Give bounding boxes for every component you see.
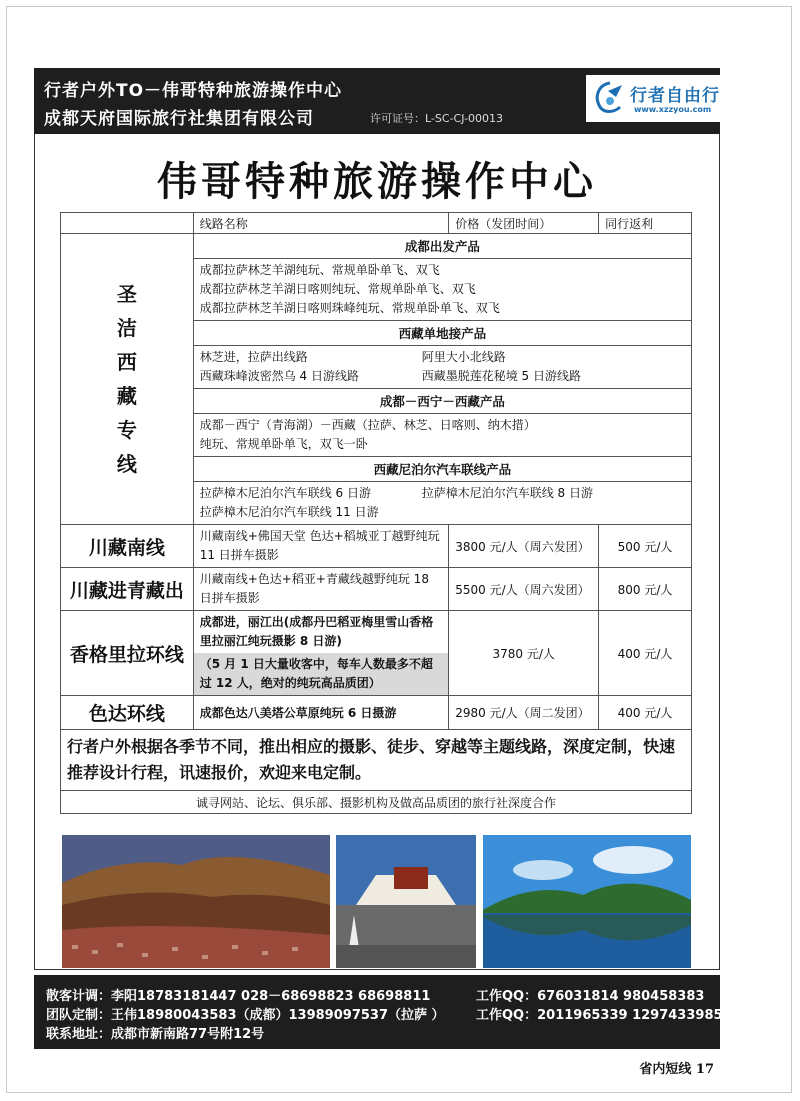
route-name: 川藏进青藏出 — [61, 568, 194, 611]
route-rebate: 800 元/人 — [599, 568, 692, 611]
partner-text: 诚寻网站、论坛、俱乐部、摄影机构及做高品质团的旅行社深度合作 — [61, 791, 692, 814]
route-name: 川藏南线 — [61, 525, 194, 568]
page-number: 省内短线 17 — [639, 1062, 714, 1077]
route-price: 2980 元/人（周二发团） — [449, 696, 599, 730]
section-lines — [193, 259, 691, 321]
logo-url: www.xzzyou.com — [634, 105, 712, 114]
route-note: （5 月 1 日大量收客中，每车人数最多不超过 12 人，绝对的纯玩高品质团） — [194, 653, 449, 695]
side-char: 藏 — [116, 384, 137, 408]
table-header-row — [61, 213, 692, 234]
route-line: 西藏墨脱莲花秘境 5 日游线路 — [421, 369, 581, 383]
header-company-name: 成都天府国际旅行社集团有限公司 — [44, 109, 314, 129]
header-rebate: 同行返利 — [599, 213, 692, 234]
side-char: 专 — [116, 418, 137, 442]
route-price: 3780 元/人 — [449, 611, 599, 696]
side-char: 圣 — [116, 282, 137, 306]
route-line: 成都－西宁（青海湖）－西藏（拉萨、林芝、日喀则、纳木措） — [199, 418, 536, 432]
header-route-name: 线路名称 — [193, 213, 449, 234]
route-line: 成都拉萨林芝羊湖日喀则纯玩、常规单卧单飞、双飞 — [199, 282, 476, 296]
route-line: 成都拉萨林芝羊湖日喀则珠峰纯玩、常规单卧单飞、双飞 — [199, 301, 500, 315]
page-title: 伟哥特种旅游操作中心 — [157, 158, 597, 205]
route-line: 拉萨樟木尼泊尔汽车联线 8 日游 — [421, 486, 593, 500]
contact-footer — [34, 975, 723, 1049]
route-line: 拉萨樟木尼泊尔汽车联线 6 日游 — [199, 486, 371, 500]
section-lines — [193, 482, 691, 525]
section-title: 成都－西宁－西藏产品 — [193, 389, 691, 414]
header-agency-title: 行者户外TO－伟哥特种旅游操作中心 — [44, 81, 343, 101]
address-row: 联系地址：成都市新南路77号附12号 — [46, 1027, 265, 1042]
side-char: 线 — [116, 452, 137, 476]
brand-logo[interactable] — [586, 75, 738, 122]
header-banner — [34, 68, 720, 134]
group-contact: 团队定制：王伟18980043583（成都）13989097537（拉萨 ） — [46, 1008, 445, 1023]
photo-lake-mountains — [483, 835, 691, 968]
route-line: 林芝进，拉萨出线路 — [199, 350, 308, 364]
route-desc: 川藏南线+佛国天堂 色达+稻城亚丁越野纯玩 11 日拼车摄影 — [193, 525, 449, 568]
route-rebate: 400 元/人 — [599, 611, 692, 696]
header-empty-cell — [61, 213, 194, 234]
section-title: 西藏单地接产品 — [193, 321, 691, 346]
qq-contact: 工作QQ：2011965339 1297433985 — [476, 1008, 723, 1023]
section-lines — [193, 414, 691, 457]
route-desc: 川藏南线+色达+稻亚+青藏线越野纯玩 18 日拼车摄影 — [193, 568, 449, 611]
table-row — [61, 525, 692, 568]
photo-potala-palace — [336, 835, 476, 968]
promo-text: 行者户外根据各季节不同，推出相应的摄影、徒步、穿越等主题线路，深度定制，快速推荐设计行程，讯速报价，欢迎来电定制。 — [61, 730, 692, 791]
route-name: 色达环线 — [61, 696, 194, 730]
route-line: 拉萨樟木尼泊尔汽车联线 11 日游 — [199, 505, 379, 519]
side-char: 洁 — [116, 316, 137, 340]
table-row — [61, 791, 692, 814]
table-row — [61, 568, 692, 611]
table-row — [61, 234, 692, 259]
route-line: 纯玩、常规单卧单飞，双飞一卧 — [199, 437, 368, 451]
route-line: 成都拉萨林芝羊湖纯玩、常规单卧单飞、双飞 — [199, 263, 440, 277]
logo-text: 行者自由行 — [630, 86, 720, 106]
route-desc: 成都色达八美塔公草原纯玩 6 日摄游 — [193, 696, 449, 730]
route-line: 西藏珠峰波密然乌 4 日游线路 — [199, 369, 359, 383]
table-row — [61, 730, 692, 791]
license-number: 许可证号：L-SC-CJ-00013 — [370, 112, 504, 125]
route-name: 香格里拉环线 — [61, 611, 194, 696]
route-line: 阿里大小北线路 — [421, 350, 506, 364]
contact-row — [46, 1006, 723, 1025]
table-row — [61, 696, 692, 730]
individual-contact: 散客计调：李阳18783181447 028－68698823 68698811 — [46, 989, 431, 1004]
header-price: 价格（发团时间） — [449, 213, 599, 234]
route-price: 5500 元/人（周六发团） — [449, 568, 599, 611]
section-title: 西藏尼泊尔汽车联线产品 — [193, 457, 691, 482]
section-title: 成都出发产品 — [193, 234, 691, 259]
table-row — [61, 611, 692, 696]
section-lines — [193, 346, 691, 389]
logo-figure-icon — [592, 79, 628, 117]
route-pair — [200, 484, 685, 503]
route-table — [60, 212, 692, 814]
route-rebate: 400 元/人 — [599, 696, 692, 730]
route-price: 3800 元/人（周六发团） — [449, 525, 599, 568]
route-pair — [200, 348, 685, 367]
route-pair — [200, 367, 685, 386]
qq-contact: 工作QQ：676031814 980458383 — [476, 989, 705, 1004]
contact-row — [46, 987, 720, 1006]
photo-larung-gar — [62, 835, 330, 968]
route-desc-cell — [193, 611, 449, 696]
tibet-side-label — [61, 234, 194, 525]
route-desc: 成都进，丽江出(成都丹巴稻亚梅里雪山香格里拉丽江纯玩摄影 8 日游) — [199, 615, 434, 648]
side-char: 西 — [116, 350, 137, 374]
route-rebate: 500 元/人 — [599, 525, 692, 568]
